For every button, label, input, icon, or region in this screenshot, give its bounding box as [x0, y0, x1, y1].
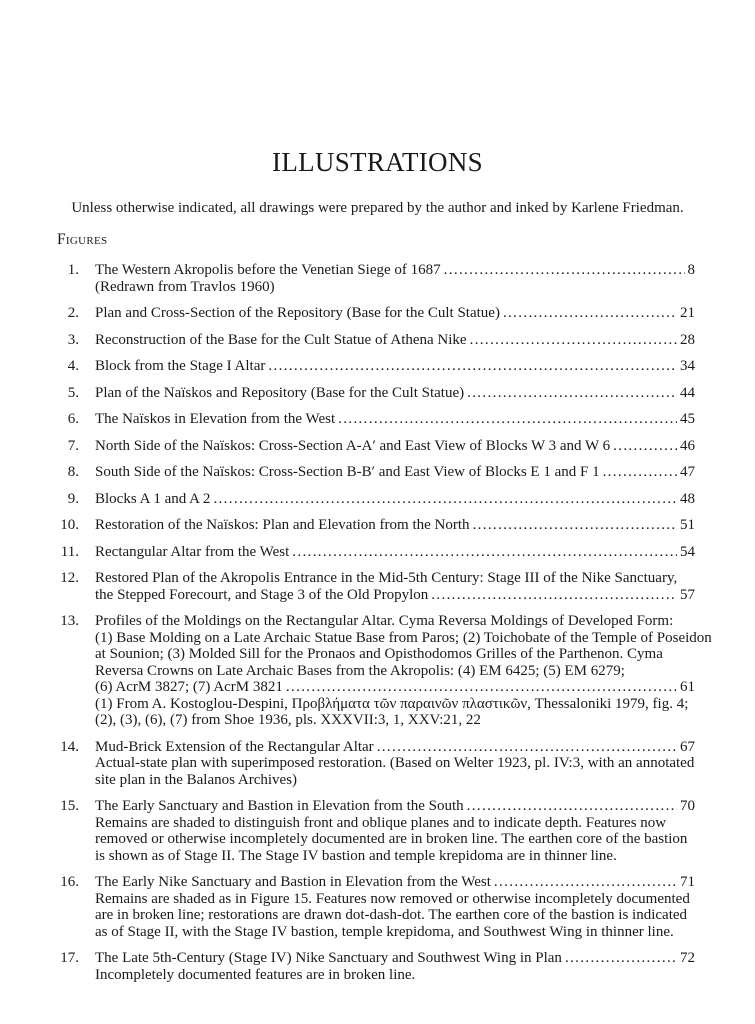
page-number: 8	[687, 262, 695, 278]
dot-leader	[565, 950, 677, 967]
figure-title: North Side of the Naïskos: Cross-Section A-A′ and East View of Blocks W 3 and W 6	[95, 437, 611, 454]
figure-number: 12.	[60, 570, 79, 586]
figure-title: Rectangular Altar from the West	[95, 543, 290, 560]
figure-entry	[0, 739, 755, 789]
page-number: 61	[680, 679, 695, 695]
dot-leader	[603, 464, 677, 481]
figure-title: Mud-Brick Extension of the Rectangular Altar	[95, 738, 374, 755]
figure-entry	[0, 570, 755, 603]
dot-leader	[213, 491, 677, 508]
figure-caption-line: are in broken line; restorations are drawn dot-dash-dot. The earthen core of the bastion is indicated	[95, 907, 688, 923]
figure-caption-line: removed or otherwise incompletely documented are in broken line. The earthen core of the bastion	[95, 831, 688, 847]
figure-caption-line: (Redrawn from Travlos 1960)	[95, 278, 275, 295]
figure-number: 1.	[67, 262, 79, 278]
figure-entry	[0, 332, 755, 349]
dot-leader	[431, 587, 677, 604]
figure-entry	[0, 438, 755, 455]
figure-entry	[0, 411, 755, 428]
page-number: 70	[680, 798, 695, 814]
page-number: 45	[680, 411, 695, 427]
page-number: 46	[680, 437, 695, 454]
dot-leader	[494, 874, 677, 891]
dot-leader	[286, 679, 677, 696]
figure-number: 16.	[60, 874, 79, 890]
figure-caption-line: Profiles of the Moldings on the Rectangular Altar. Cyma Reversa Moldings of Developed Form:	[95, 613, 674, 629]
figure-caption-line: site plan in the Balanos Archives)	[95, 771, 298, 788]
figure-number: 11.	[60, 543, 79, 560]
figure-title: Blocks A 1 and A 2	[95, 490, 211, 507]
page-number: 51	[680, 517, 695, 533]
dot-leader	[503, 305, 677, 322]
intro-note: Unless otherwise indicated, all drawings were prepared by the author and inked by Karlene Friedman.	[71, 200, 684, 216]
page-number: 28	[680, 331, 695, 348]
figure-entry	[0, 385, 755, 402]
figure-entry	[0, 358, 755, 375]
figure-entry	[0, 874, 755, 940]
page-number: 57	[680, 586, 695, 603]
figure-number: 5.	[67, 384, 79, 401]
figure-number: 3.	[67, 331, 79, 348]
figure-entry	[0, 613, 755, 729]
figure-number: 2.	[67, 305, 79, 321]
figure-number: 9.	[67, 490, 79, 507]
figure-caption-line: at Sounion; (3) Molded Sill for the Pronaos and Opisthodomos Grilles of the Parthenon. Cyma	[95, 646, 663, 662]
dot-leader	[467, 798, 677, 815]
figure-number: 15.	[60, 798, 79, 814]
dot-leader	[613, 438, 677, 455]
figure-entry	[0, 544, 755, 561]
page-number: 48	[680, 490, 695, 507]
dot-leader	[473, 517, 677, 534]
figure-caption-line: (1) From A. Kostoglou-Despini, Προβλήματα τῶν παραινῶν πλαστικῶν, Thessaloniki 1979, fig. 4;	[95, 695, 689, 712]
figure-title: The Early Nike Sanctuary and Bastion in Elevation from the West	[95, 874, 491, 890]
figure-caption-line: Incompletely documented features are in broken line.	[95, 966, 416, 983]
figure-caption-line: Actual-state plan with superimposed restoration. (Based on Welter 1923, pl. IV:3, with an annotated	[95, 755, 695, 771]
figure-caption-line: Reversa Crowns on Late Archaic Bases from the Akropolis: (4) EM 6425; (5) EM 6279;	[95, 662, 625, 679]
figure-entry	[0, 798, 755, 864]
figure-caption-line: Remains are shaded as in Figure 15. Features now removed or otherwise incompletely documented	[95, 890, 690, 907]
figure-caption-line: is shown as of Stage II. The Stage IV bastion and temple krepidoma are in thinner line.	[95, 847, 617, 864]
dot-leader	[338, 411, 677, 428]
figure-caption-line: (1) Base Molding on a Late Archaic Statue Base from Paros; (2) Toichobate of the Temple of Poseidon	[95, 629, 712, 646]
figure-entry	[0, 517, 755, 534]
dot-leader	[467, 385, 677, 402]
figure-number: 4.	[67, 358, 79, 374]
figure-entry	[0, 305, 755, 322]
figure-number: 6.	[67, 411, 79, 427]
figure-title: The Naïskos in Elevation from the West	[95, 411, 336, 427]
figure-title: (6) AcrM 3827; (7) AcrM 3821	[95, 679, 283, 695]
page-number: 71	[680, 874, 695, 890]
page-number: 54	[680, 543, 695, 560]
figure-title: the Stepped Forecourt, and Stage 3 of the Old Propylon	[95, 586, 429, 603]
figure-caption-line: Remains are shaded to distinguish front and oblique planes and to indicate depth. Features now	[95, 814, 667, 831]
figure-title: The Late 5th-Century (Stage IV) Nike Sanctuary and Southwest Wing in Plan	[95, 950, 562, 966]
figure-caption-line: Restored Plan of the Akropolis Entrance in the Mid-5th Century: Stage III of the Nike Sanctuary,	[95, 570, 678, 586]
figure-number: 13.	[60, 613, 79, 629]
page-number: 72	[680, 950, 695, 966]
dot-leader	[444, 262, 685, 279]
figure-title: Plan and Cross-Section of the Repository (Base for the Cult Statue)	[95, 305, 500, 321]
figure-caption-line: (2), (3), (6), (7) from Shoe 1936, pls. XXXVII:3, 1, XXV:21, 22	[95, 712, 481, 728]
figure-title: Reconstruction of the Base for the Cult Statue of Athena Nike	[95, 331, 467, 348]
dot-leader	[470, 332, 677, 349]
section-heading-figures: Figures	[57, 231, 108, 248]
page-number: 34	[680, 358, 695, 374]
figure-title: South Side of the Naïskos: Cross-Section B-B′ and East View of Blocks E 1 and F 1	[95, 464, 600, 480]
figure-title: Block from the Stage I Altar	[95, 358, 266, 374]
page-number: 47	[680, 464, 695, 480]
page-title: ILLUSTRATIONS	[272, 147, 483, 177]
figure-entry	[0, 950, 755, 983]
figure-title: The Western Akropolis before the Venetian Siege of 1687	[95, 262, 441, 278]
figure-caption-line: as of Stage II, with the Stage IV bastion, temple krepidoma, and Southwest Wing in thinner line.	[95, 923, 674, 940]
page-number: 67	[680, 738, 695, 755]
dot-leader	[292, 544, 677, 561]
figure-number: 14.	[60, 738, 79, 755]
figure-number: 17.	[60, 950, 79, 966]
page-number: 44	[680, 384, 695, 401]
dot-leader	[268, 358, 677, 375]
page-number: 21	[680, 305, 695, 321]
figure-number: 7.	[67, 437, 79, 454]
figure-title: Plan of the Naïskos and Repository (Base for the Cult Statue)	[95, 384, 465, 401]
figure-title: Restoration of the Naïskos: Plan and Elevation from the North	[95, 517, 470, 533]
figure-entry	[0, 491, 755, 508]
figure-entry	[0, 464, 755, 481]
figure-title: The Early Sanctuary and Bastion in Elevation from the South	[95, 798, 464, 814]
figure-number: 10.	[60, 517, 79, 533]
dot-leader	[377, 739, 677, 756]
figure-list	[0, 262, 755, 993]
figure-number: 8.	[67, 464, 79, 480]
figure-entry	[0, 262, 755, 295]
